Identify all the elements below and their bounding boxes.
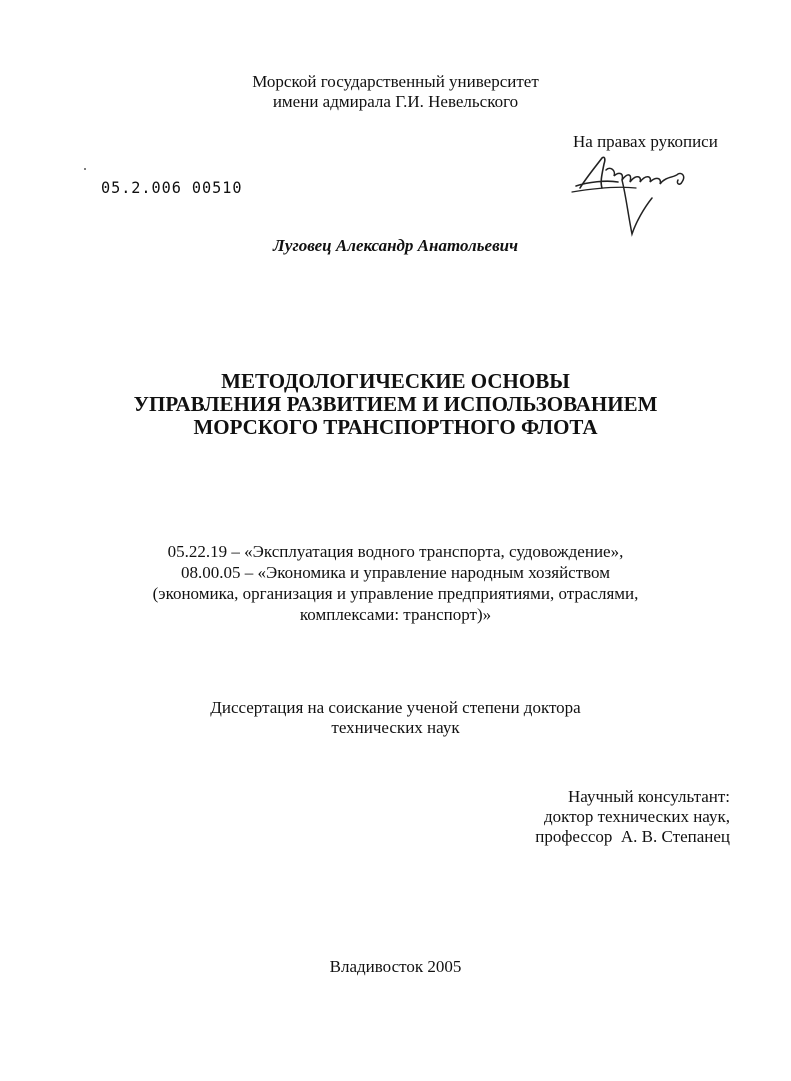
university-name <box>0 72 791 112</box>
title-line: МОРСКОГО ТРАНСПОРТНОГО ФЛОТА <box>193 415 598 439</box>
specialty-line: 05.22.19 – «Эксплуатация водного транспорта, судовождение», <box>167 542 624 561</box>
degree-line: технических наук <box>331 718 460 737</box>
degree-statement <box>0 698 791 738</box>
author-name: Луговец Александр Анатольевич <box>272 236 519 255</box>
title-line: МЕТОДОЛОГИЧЕСКИЕ ОСНОВЫ <box>221 369 570 393</box>
specialty-codes <box>0 541 791 625</box>
rights-note: На правах рукописи <box>573 132 718 151</box>
university-line-2: имени адмирала Г.И. Невельского <box>272 92 519 111</box>
degree-line: Диссертация на соискание ученой степени доктора <box>210 698 581 717</box>
scientific-consultant <box>510 787 730 847</box>
title-line: УПРАВЛЕНИЯ РАЗВИТИЕМ И ИСПОЛЬЗОВАНИЕМ <box>133 392 658 416</box>
dissertation-title <box>0 370 791 439</box>
consultant-line: Научный консультант: <box>568 787 730 806</box>
university-line-1: Морской государственный университет <box>252 72 539 91</box>
consultant-line: доктор технических наук, <box>543 807 730 826</box>
city-year: Владивосток 2005 <box>329 957 462 976</box>
consultant-line: профессор А. В. Степанец <box>535 827 730 846</box>
specialty-line: 08.00.05 – «Экономика и управление народным хозяйством <box>181 563 610 582</box>
specialty-line: (экономика, организация и управление предприятиями, отраслями, <box>152 584 639 603</box>
signature-image <box>566 152 700 244</box>
specialty-line: комплексами: транспорт)» <box>299 605 492 624</box>
registration-number: 05.2.006 00510 <box>101 178 243 197</box>
scan-mark <box>84 168 86 170</box>
